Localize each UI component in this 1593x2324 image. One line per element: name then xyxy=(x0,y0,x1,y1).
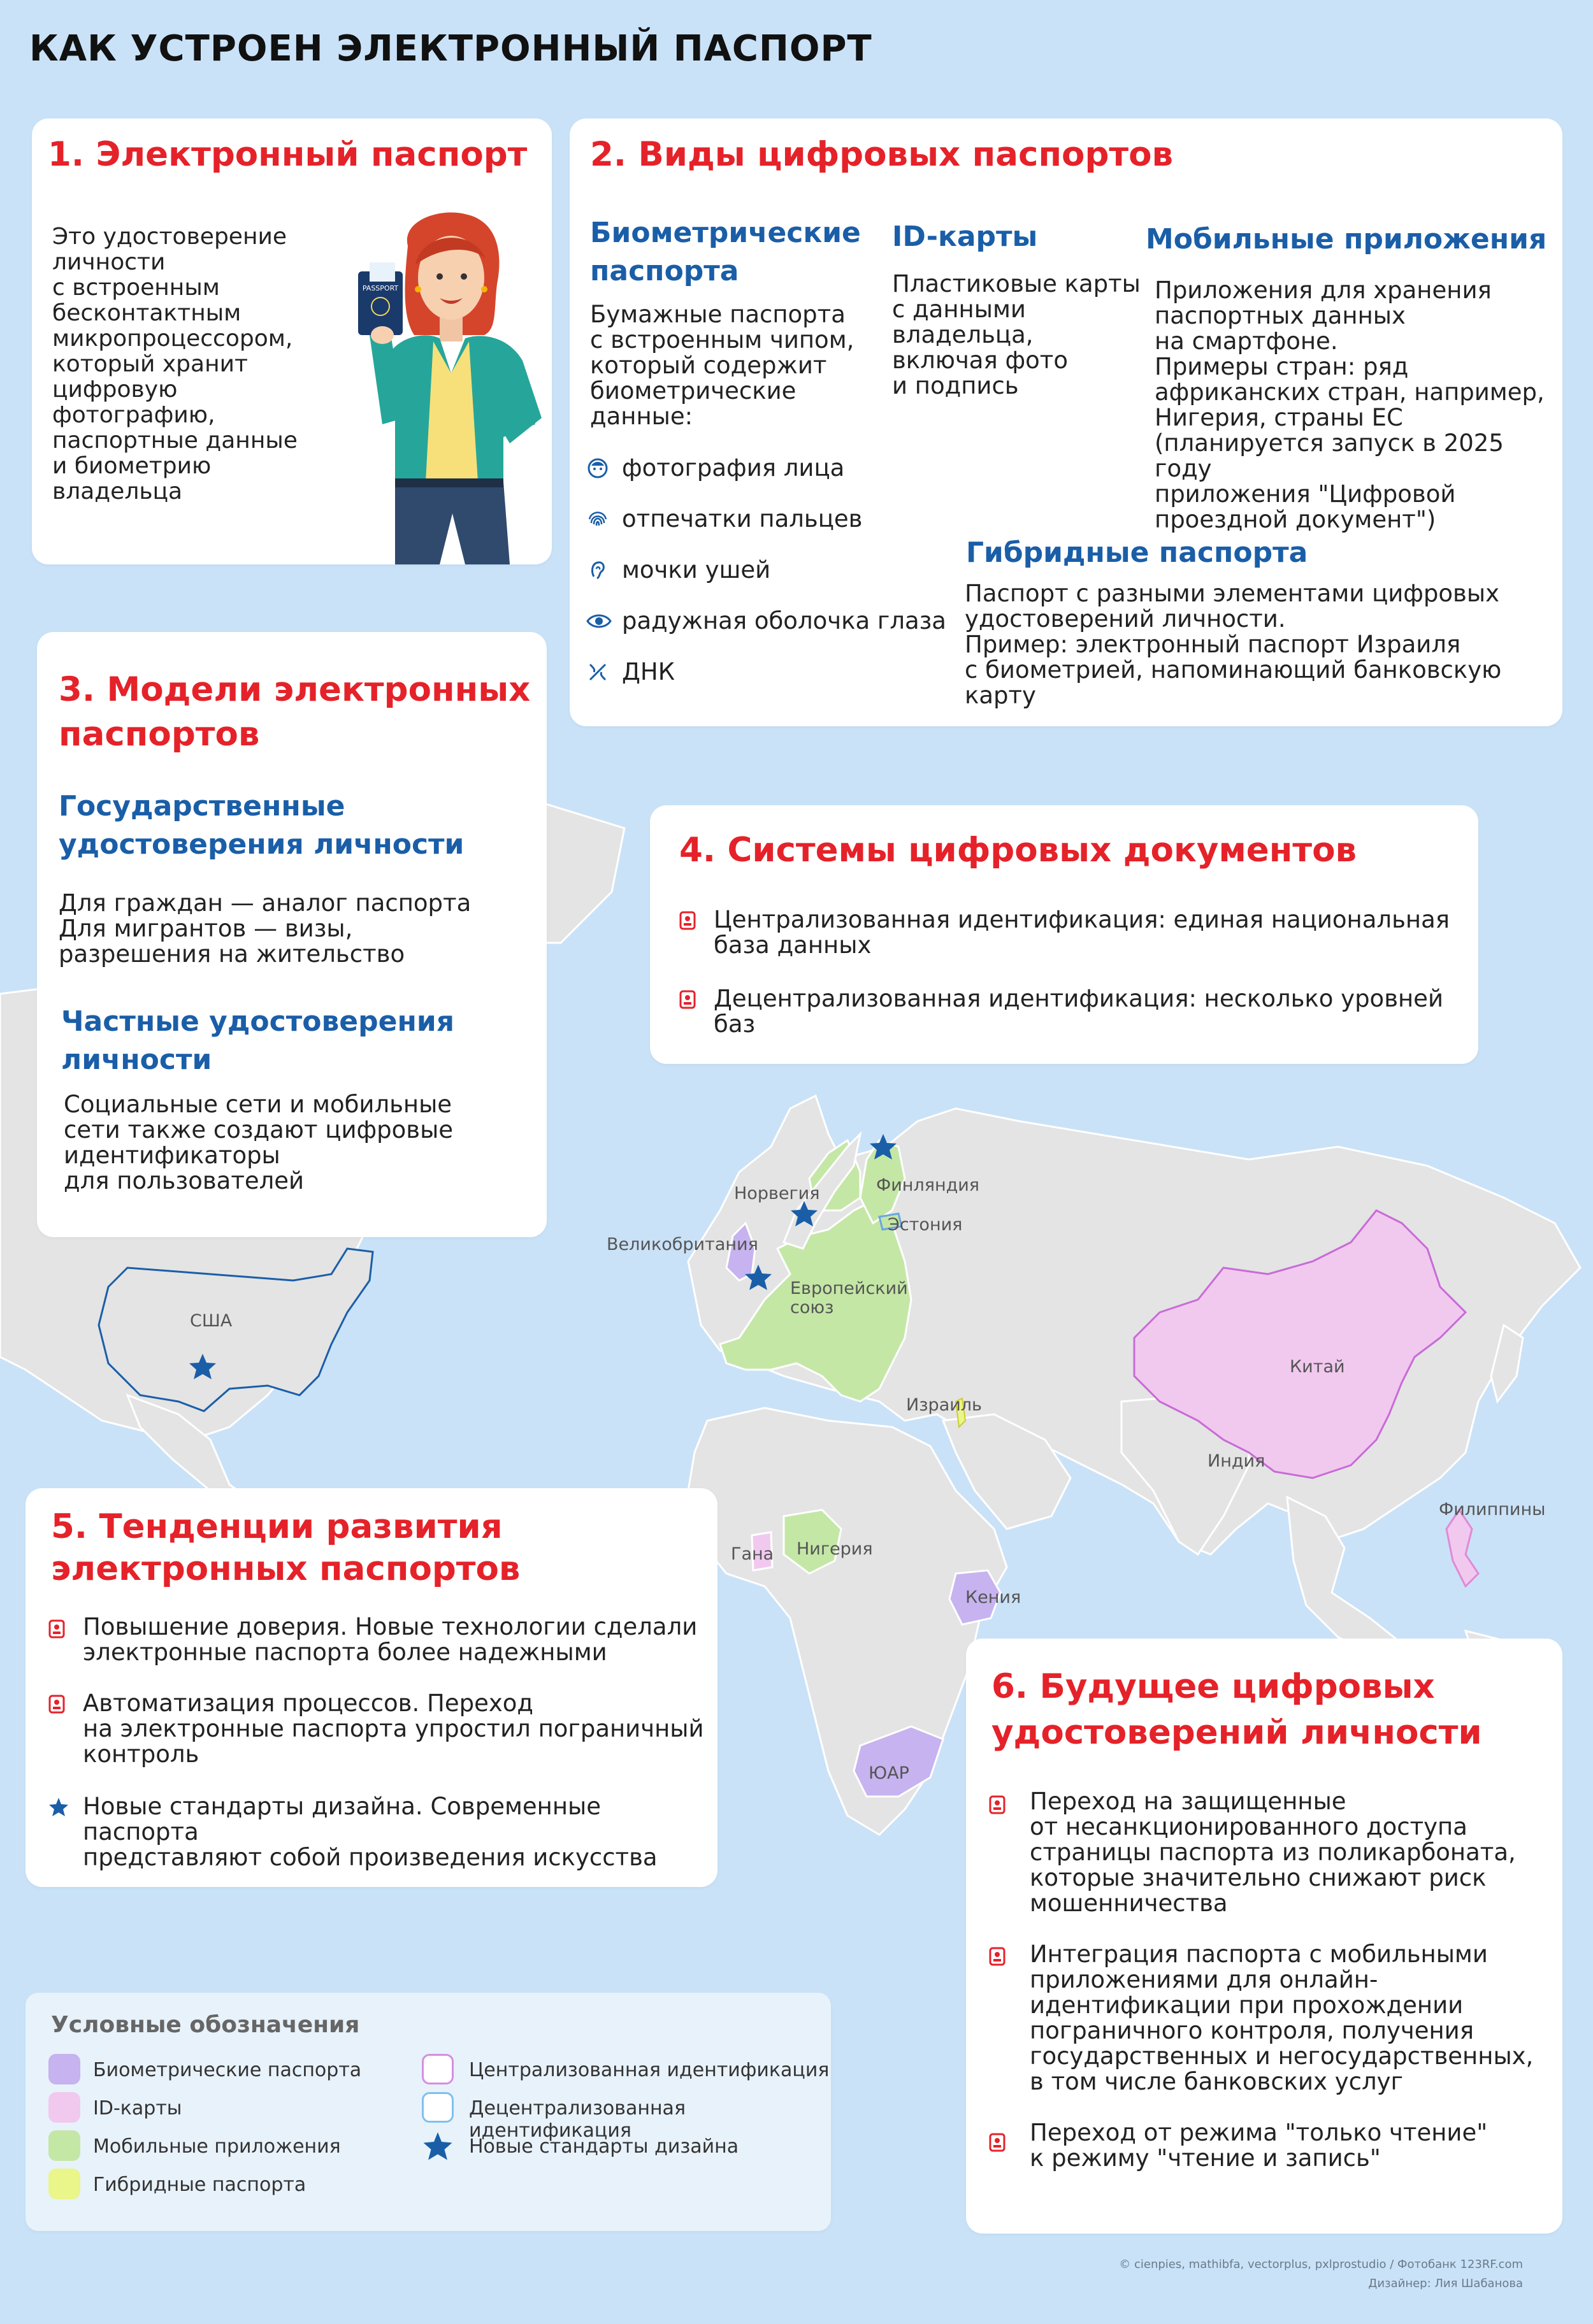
section-1-text: Это удостоверение личности с встроенным бесконтактным микропроцессором, который хранит цифровую фотографию, паспортные данные и биометрию владельца xyxy=(52,224,298,505)
map-label-india: Индия xyxy=(1207,1451,1265,1471)
map-label-norway: Норвегия xyxy=(734,1184,820,1203)
legend-title: Условные обозначения xyxy=(51,2012,360,2038)
legend-item: Гибридные паспорта xyxy=(93,2174,306,2196)
state-ids-title: Государственные удостоверения личности xyxy=(59,790,465,861)
legend-swatch-centralized xyxy=(422,2054,454,2084)
biometric-item-face xyxy=(586,452,844,484)
hybrid-passports-title: Гибридные паспорта xyxy=(966,536,1308,569)
africa-shape xyxy=(688,1408,1007,1835)
phone-id-icon xyxy=(989,2133,1006,2152)
section-6-card xyxy=(966,1639,1562,2234)
passport-label: PASSPORT xyxy=(362,284,399,292)
section-4-item: Децентрализованная идентификация: несколько уровней баз xyxy=(714,985,1443,1038)
biometric-passports-title: Биометрические паспорта xyxy=(590,217,861,287)
legend-item: Новые стандарты дизайна xyxy=(469,2135,739,2158)
section-6-title: 6. Будущее цифровых удостоверений личности xyxy=(991,1667,1482,1752)
eye-icon xyxy=(586,610,612,633)
face-icon xyxy=(586,457,609,480)
private-ids-title: Частные удостоверения личности xyxy=(61,1005,454,1076)
section-5-card xyxy=(25,1488,717,1887)
biometric-item-label: радужная оболочка глаза xyxy=(622,607,946,635)
phone-id-icon xyxy=(48,1619,65,1639)
id-cards-text: Пластиковые карты с данными владельца, включая фото и подпись xyxy=(892,270,1141,399)
map-label-finland: Финляндия xyxy=(876,1175,980,1195)
map-label-estonia: Эстония xyxy=(888,1215,963,1235)
star-icon xyxy=(48,1797,69,1817)
biometric-item-label: мочки ушей xyxy=(622,556,771,584)
phone-id-icon xyxy=(989,1795,1006,1814)
section-4-card xyxy=(650,805,1478,1064)
section-6-item: Переход от режима "только чтение" к режиму "чтение и запись" xyxy=(1030,2119,1488,2172)
map-label-china: Китай xyxy=(1290,1357,1345,1377)
hybrid-passports-text: Паспорт с разными элементами цифровых удостоверений личности. Пример: электронный паспорт Израиля с биометрией, напоминающий банковскую карту xyxy=(965,580,1502,709)
section-4-item: Централизованная идентификация: единая национальная база данных xyxy=(714,906,1450,959)
map-label-philippines: Филиппины xyxy=(1439,1500,1546,1519)
biometric-item-label: отпечатки пальцев xyxy=(622,505,863,533)
map-label-usa: США xyxy=(190,1311,233,1331)
map-label-south-africa: ЮАР xyxy=(869,1763,909,1783)
section-1-title: 1. Электронный паспорт xyxy=(48,135,528,174)
legend-swatch-id-cards xyxy=(48,2092,80,2123)
dna-icon xyxy=(586,661,609,684)
private-ids-text: Социальные сети и мобильные сети также создают цифровые идентификаторы для пользователей xyxy=(64,1091,454,1194)
legend-item: Мобильные приложения xyxy=(93,2135,341,2158)
legend-card xyxy=(25,1993,831,2231)
biometric-item-iris xyxy=(586,605,946,637)
legend-item: Централизованная идентификация xyxy=(469,2059,830,2081)
map-label-nigeria: Нигерия xyxy=(796,1539,873,1559)
credits-line-2: Дизайнер: Лия Шабанова xyxy=(1368,2277,1523,2290)
ear-icon xyxy=(586,559,609,582)
section-5-item: Повышение доверия. Новые технологии сделали электронные паспорта более надежными xyxy=(83,1613,698,1666)
woman-with-passport-illustration xyxy=(344,208,548,564)
legend-item: Децентрализованная идентификация xyxy=(469,2097,686,2142)
phone-id-icon xyxy=(48,1695,65,1714)
section-1-card xyxy=(32,118,552,564)
map-label-uk: Великобритания xyxy=(607,1235,758,1254)
id-cards-title: ID-карты xyxy=(892,220,1038,253)
section-3-title: 3. Модели электронных паспортов xyxy=(59,670,531,754)
map-label-ghana: Гана xyxy=(731,1544,774,1564)
credits-line-1: © cienpies, mathibfa, vectorplus, pxlprostudio / Фотобанк 123RF.com xyxy=(1119,2258,1523,2271)
biometric-item-fingerprints xyxy=(586,503,862,535)
section-6-item: Переход на защищенные от несанкционированного доступа страницы паспорта из поликарбоната, которые значительно снижают риск мошенничества xyxy=(1030,1788,1516,1917)
legend-star-icon xyxy=(422,2130,454,2161)
biometric-item-dna xyxy=(586,656,675,688)
section-5-item: Автоматизация процессов. Переход на электронные паспорта упростил пограничный контроль xyxy=(83,1689,704,1768)
phone-id-icon xyxy=(679,911,696,930)
section-6-item: Интеграция паспорта с мобильными приложениями для онлайн- идентификации при прохождении пограничного контроля, получения государственных и негосударственных, в том числе банковских услуг xyxy=(1030,1940,1534,2095)
legend-item: ID-карты xyxy=(93,2097,182,2120)
mobile-apps-title: Мобильные приложения xyxy=(1146,223,1547,255)
map-label-israel: Израиль xyxy=(906,1395,982,1415)
mobile-apps-text: Приложения для хранения паспортных данных на смартфоне. Примеры стран: ряд африканских стран, например, Нигерия, страны ЕС (планируется запуск в 2025 году приложения "Цифровой проездной документ") xyxy=(1155,276,1545,533)
legend-swatch-biometric xyxy=(48,2054,80,2084)
fingerprint-icon xyxy=(586,508,609,531)
map-label-eu: Европейский союз xyxy=(790,1279,908,1317)
map-label-kenya: Кения xyxy=(965,1588,1021,1607)
state-ids-text: Для граждан — аналог паспорта Для мигрантов — визы, разрешения на жительство xyxy=(59,889,472,968)
legend-swatch-hybrid xyxy=(48,2169,80,2199)
phone-id-icon xyxy=(679,990,696,1009)
legend-swatch-mobile xyxy=(48,2130,80,2161)
section-4-title: 4. Системы цифровых документов xyxy=(679,831,1357,870)
biometric-item-ears xyxy=(586,554,770,586)
legend-swatch-decentralized xyxy=(422,2092,454,2123)
legend-item: Биометрические паспорта xyxy=(93,2059,362,2081)
section-5-item: Новые стандарты дизайна. Современные паспорта представляют собой произведения искусства xyxy=(83,1793,658,1871)
biometric-item-label: фотография лица xyxy=(622,454,845,482)
section-5-title: 5. Тенденции развития электронных паспортов xyxy=(51,1507,521,1588)
section-2-title: 2. Виды цифровых паспортов xyxy=(590,135,1174,174)
page-title: КАК УСТРОЕН ЭЛЕКТРОННЫЙ ПАСПОРТ xyxy=(29,28,872,69)
biometric-passports-text: Бумажные паспорта с встроенным чипом, который содержит биометрические данные: xyxy=(590,301,854,430)
section-2-card xyxy=(570,118,1562,726)
section-3-card xyxy=(37,632,547,1237)
biometric-item-label: ДНК xyxy=(622,658,675,685)
phone-id-icon xyxy=(989,1947,1006,1966)
